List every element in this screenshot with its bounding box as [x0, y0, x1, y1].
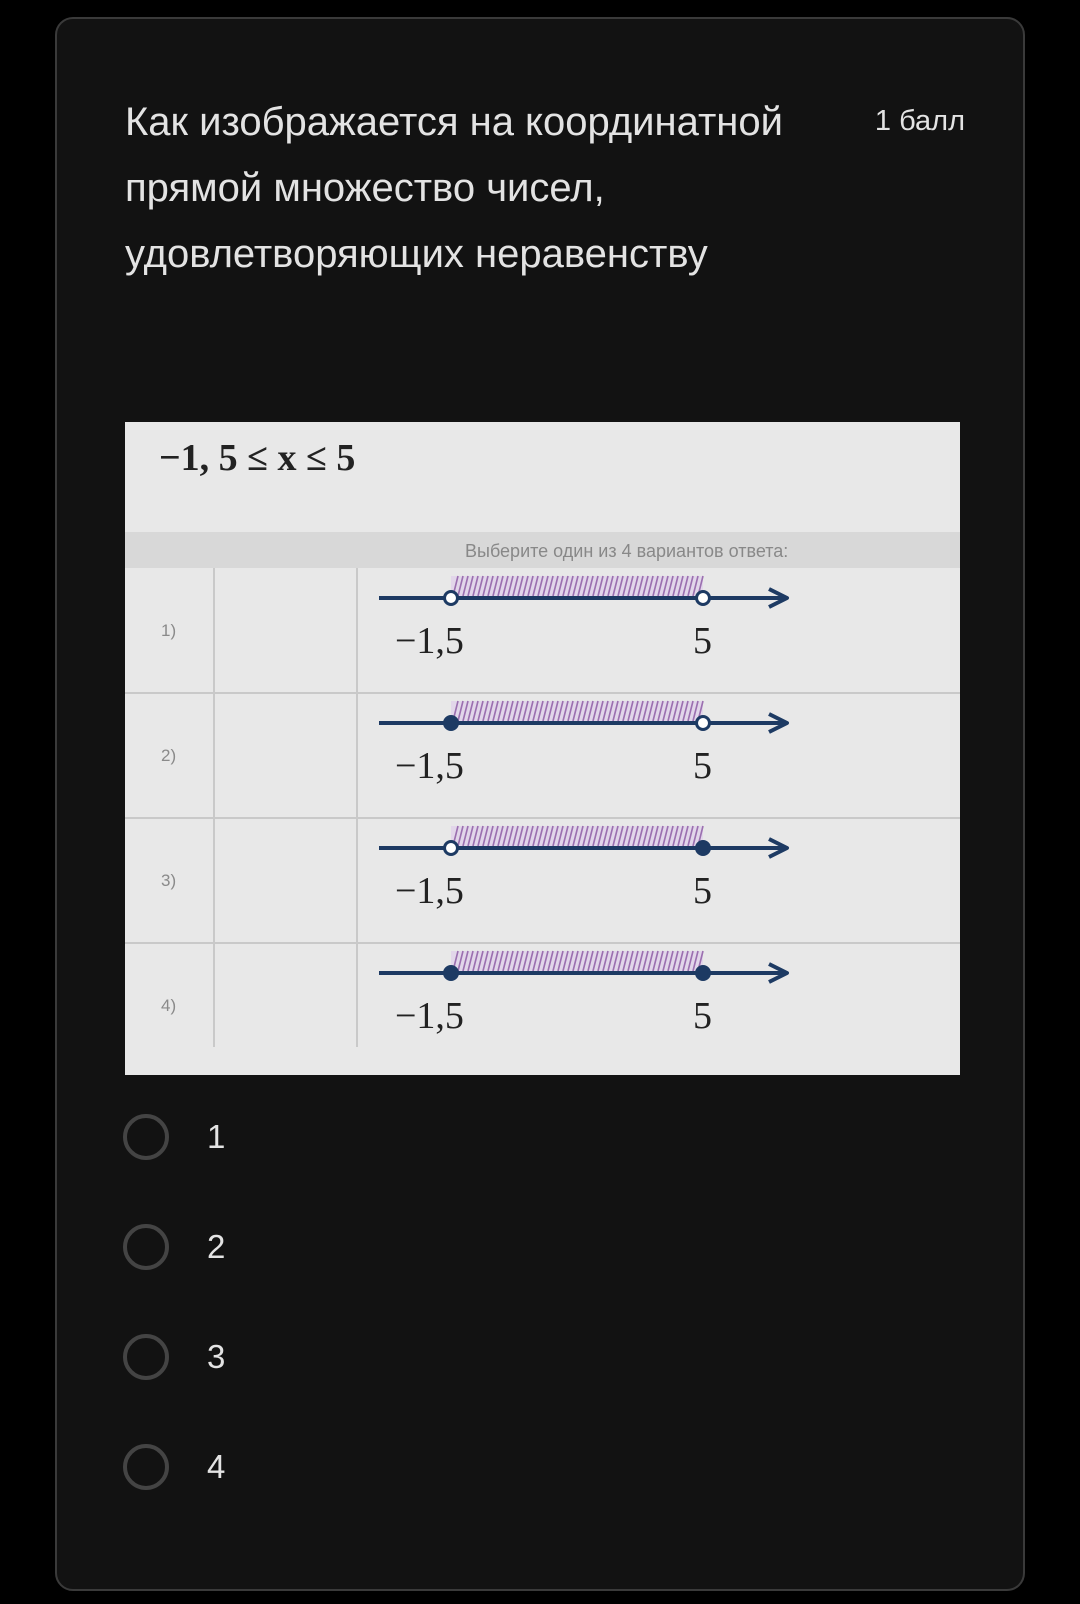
tick-label: 5 [693, 620, 712, 662]
closed-endpoint [697, 842, 710, 855]
question-text: Как изображается на координатной прямой множество чисел, удовлетворяющих неравенству [125, 100, 783, 276]
question-card [55, 17, 1025, 1591]
option-1[interactable] [123, 1109, 225, 1165]
closed-endpoint [697, 967, 710, 980]
tick-label: −1,5 [395, 620, 464, 662]
figure-background [125, 422, 960, 1075]
option-3[interactable] [123, 1329, 225, 1385]
radio-button[interactable] [123, 1334, 169, 1380]
option-label: 2 [207, 1228, 226, 1265]
answer-options [123, 1109, 225, 1549]
row-number: 1) [161, 621, 177, 640]
instruction-text: Выберите один из 4 вариантов ответа: [465, 541, 789, 561]
tick-label: −1,5 [395, 870, 464, 912]
open-endpoint [445, 592, 458, 605]
option-2[interactable] [123, 1219, 225, 1275]
radio-button[interactable] [123, 1224, 169, 1270]
tick-label: 5 [693, 745, 712, 787]
radio-button[interactable] [123, 1114, 169, 1160]
closed-endpoint [445, 717, 458, 730]
option-4[interactable] [123, 1439, 225, 1495]
option-label: 1 [207, 1118, 226, 1155]
inequality-text: −1, 5 ≤ x ≤ 5 [159, 437, 356, 479]
row-number: 2) [161, 746, 177, 765]
option-label: 3 [207, 1338, 226, 1375]
question-image [125, 422, 960, 1075]
tick-label: −1,5 [395, 745, 464, 787]
open-endpoint [697, 717, 710, 730]
row-number: 3) [161, 871, 177, 890]
tick-label: −1,5 [395, 995, 464, 1037]
points-label: 1 балл [874, 105, 965, 137]
row-number: 4) [161, 996, 177, 1015]
tick-label: 5 [693, 995, 712, 1037]
tick-label: 5 [693, 870, 712, 912]
radio-button[interactable] [123, 1444, 169, 1490]
open-endpoint [445, 842, 458, 855]
closed-endpoint [445, 967, 458, 980]
option-label: 4 [207, 1448, 226, 1485]
open-endpoint [697, 592, 710, 605]
